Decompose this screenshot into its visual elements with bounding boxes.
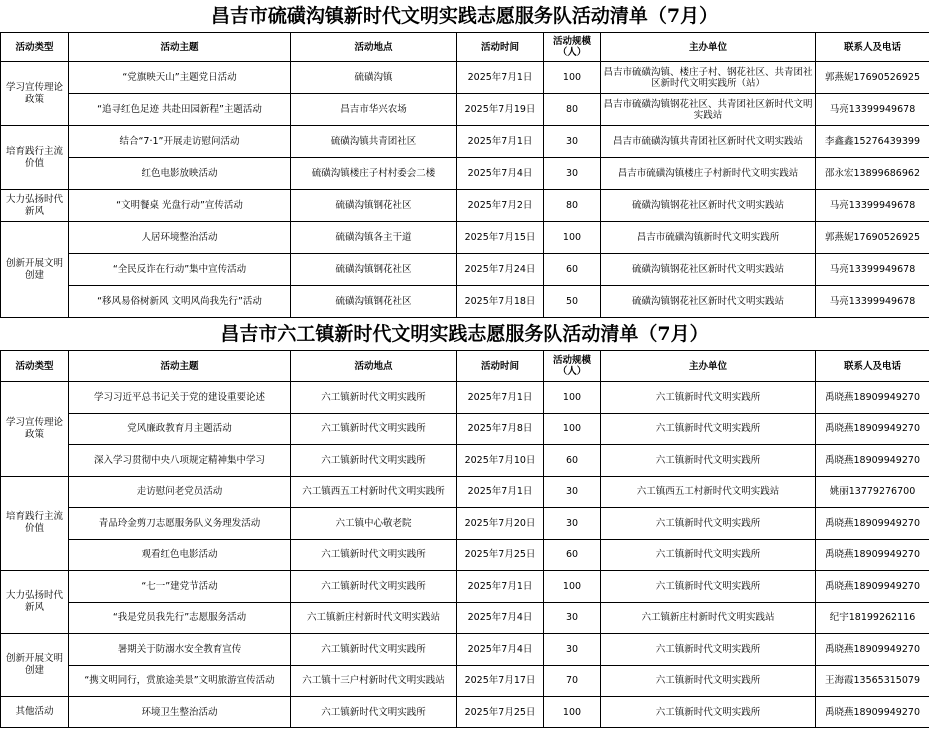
activity-place-cell: 六工镇西五工村新时代文明实践所 — [291, 476, 457, 508]
activity-place-cell: 六工镇新时代文明实践所 — [291, 382, 457, 414]
table-row — [1, 190, 929, 222]
activity-time-cell: 2025年7月4日 — [457, 634, 544, 666]
activity-time-cell: 2025年7月1日 — [457, 476, 544, 508]
contact-cell: 禹晓燕18909949270 — [816, 445, 929, 477]
activity-time-cell: 2025年7月18日 — [457, 286, 544, 318]
contact-cell: 李鑫鑫15276439399 — [816, 126, 929, 158]
activity-place-cell: 六工镇中心敬老院 — [291, 508, 457, 540]
header-time: 活动时间 — [457, 33, 544, 62]
table1-body — [1, 62, 929, 318]
table-row — [1, 158, 929, 190]
organizer-cell: 六工镇新时代文明实践所 — [601, 539, 816, 571]
contact-cell: 姚丽13779276700 — [816, 476, 929, 508]
contact-cell: 马亮13399949678 — [816, 254, 929, 286]
activity-theme-cell: 红色电影放映活动 — [69, 158, 291, 190]
activity-size-cell: 30 — [544, 126, 601, 158]
activity-theme-cell: 深入学习贯彻中央八项规定精神集中学习 — [69, 445, 291, 477]
organizer-cell: 六工镇新时代文明实践所 — [601, 382, 816, 414]
activity-place-cell: 硫磺沟镇各主干道 — [291, 222, 457, 254]
activity-theme-cell: 暑期关于防溺水安全教育宣传 — [69, 634, 291, 666]
activity-theme-cell: 观看红色电影活动 — [69, 539, 291, 571]
activity-type-cell: 培育践行主流价值 — [1, 126, 69, 190]
activity-place-cell: 六工镇新时代文明实践所 — [291, 571, 457, 603]
table-row — [1, 634, 929, 666]
activity-size-cell: 100 — [544, 697, 601, 728]
table-row — [1, 126, 929, 158]
table-row — [1, 94, 929, 126]
activity-size-cell: 100 — [544, 413, 601, 445]
table-row — [1, 254, 929, 286]
contact-cell: 纪宇18199262116 — [816, 602, 929, 634]
header-type: 活动类型 — [1, 351, 69, 382]
table-row — [1, 571, 929, 603]
organizer-cell: 昌吉市硫磺沟镇共青团社区新时代文明实践站 — [601, 126, 816, 158]
organizer-cell: 六工镇新时代文明实践所 — [601, 413, 816, 445]
activity-place-cell: 硫磺沟镇钢花社区 — [291, 286, 457, 318]
table1-title: 昌吉市硫磺沟镇新时代文明实践志愿服务队活动清单（7月） — [210, 5, 719, 27]
contact-cell: 邵永宏13899686962 — [816, 158, 929, 190]
contact-cell: 禹晓燕18909949270 — [816, 539, 929, 571]
activity-theme-cell: 学习习近平总书记关于党的建设重要论述 — [69, 382, 291, 414]
header-org: 主办单位 — [601, 33, 816, 62]
table1-header-row — [1, 33, 929, 62]
table-row — [1, 602, 929, 634]
table-row — [1, 665, 929, 697]
table-row — [1, 222, 929, 254]
table-row — [1, 382, 929, 414]
activity-time-cell: 2025年7月19日 — [457, 94, 544, 126]
activity-size-cell: 30 — [544, 602, 601, 634]
activity-size-cell: 70 — [544, 665, 601, 697]
organizer-cell: 昌吉市硫磺沟镇钢花社区、共青团社区新时代文明实践站 — [601, 94, 816, 126]
activity-theme-cell: 青品玲金剪刀志愿服务队义务理发活动 — [69, 508, 291, 540]
activity-time-cell: 2025年7月20日 — [457, 508, 544, 540]
table-row — [1, 62, 929, 94]
activity-type-cell: 大力弘扬时代新风 — [1, 190, 69, 222]
organizer-cell: 六工镇新时代文明实践所 — [601, 634, 816, 666]
activity-time-cell: 2025年7月15日 — [457, 222, 544, 254]
activity-size-cell: 100 — [544, 62, 601, 94]
activity-place-cell: 硫磺沟镇钢花社区 — [291, 254, 457, 286]
organizer-cell: 昌吉市硫磺沟镇、楼庄子村、钢花社区、共青团社区新时代文明实践所（站） — [601, 62, 816, 94]
organizer-cell: 六工镇新时代文明实践所 — [601, 445, 816, 477]
activity-theme-cell: 走访慰问老党员活动 — [69, 476, 291, 508]
activity-type-cell: 创新开展文明创建 — [1, 222, 69, 318]
activity-time-cell: 2025年7月8日 — [457, 413, 544, 445]
activity-time-cell: 2025年7月1日 — [457, 62, 544, 94]
activity-place-cell: 昌吉市华兴农场 — [291, 94, 457, 126]
table-row — [1, 286, 929, 318]
activity-theme-cell: “追寻红色足迹 共赴田园新程”主题活动 — [69, 94, 291, 126]
header-contact: 联系人及电话 — [816, 33, 929, 62]
header-place: 活动地点 — [291, 351, 457, 382]
activity-time-cell: 2025年7月17日 — [457, 665, 544, 697]
organizer-cell: 六工镇新庄村新时代文明实践站 — [601, 602, 816, 634]
activity-place-cell: 硫磺沟镇 — [291, 62, 457, 94]
activity-time-cell: 2025年7月4日 — [457, 158, 544, 190]
activity-size-cell: 30 — [544, 508, 601, 540]
activity-type-cell: 学习宣传理论政策 — [1, 62, 69, 126]
table-row — [1, 508, 929, 540]
activity-theme-cell: “文明餐桌 光盘行动”宣传活动 — [69, 190, 291, 222]
contact-cell: 禹晓燕18909949270 — [816, 697, 929, 728]
activity-place-cell: 六工镇十三户村新时代文明实践站 — [291, 665, 457, 697]
contact-cell: 马亮13399949678 — [816, 286, 929, 318]
activity-size-cell: 30 — [544, 634, 601, 666]
header-theme: 活动主题 — [69, 33, 291, 62]
activity-place-cell: 六工镇新庄村新时代文明实践站 — [291, 602, 457, 634]
contact-cell: 马亮13399949678 — [816, 94, 929, 126]
header-org: 主办单位 — [601, 351, 816, 382]
activity-theme-cell: 党风廉政教育月主题活动 — [69, 413, 291, 445]
activity-place-cell: 硫磺沟镇钢花社区 — [291, 190, 457, 222]
activity-type-cell: 学习宣传理论政策 — [1, 382, 69, 477]
activity-size-cell: 60 — [544, 539, 601, 571]
activity-theme-cell: 人居环境整治活动 — [69, 222, 291, 254]
activity-place-cell: 六工镇新时代文明实践所 — [291, 634, 457, 666]
activity-time-cell: 2025年7月1日 — [457, 382, 544, 414]
table2-title: 昌吉市六工镇新时代文明实践志愿服务队活动清单（7月） — [220, 323, 709, 345]
activity-theme-cell: 环境卫生整治活动 — [69, 697, 291, 728]
contact-cell: 禹晓燕18909949270 — [816, 571, 929, 603]
table2-body — [1, 382, 929, 728]
contact-cell: 禹晓燕18909949270 — [816, 413, 929, 445]
activity-size-cell: 50 — [544, 286, 601, 318]
activity-size-cell: 30 — [544, 476, 601, 508]
activity-theme-cell: “七一”建党节活动 — [69, 571, 291, 603]
activity-type-cell: 其他活动 — [1, 697, 69, 728]
organizer-cell: 硫磺沟镇钢花社区新时代文明实践站 — [601, 286, 816, 318]
header-place: 活动地点 — [291, 33, 457, 62]
organizer-cell: 六工镇新时代文明实践所 — [601, 571, 816, 603]
contact-cell: 禹晓燕18909949270 — [816, 634, 929, 666]
activity-theme-cell: “党旗映天山”主题党日活动 — [69, 62, 291, 94]
activity-time-cell: 2025年7月1日 — [457, 126, 544, 158]
activity-theme-cell: “携文明同行，赏旅途美景”文明旅游宣传活动 — [69, 665, 291, 697]
activity-theme-cell: “我是党员我先行”志愿服务活动 — [69, 602, 291, 634]
activity-time-cell: 2025年7月4日 — [457, 602, 544, 634]
header-contact: 联系人及电话 — [816, 351, 929, 382]
activity-size-cell: 80 — [544, 94, 601, 126]
activity-size-cell: 100 — [544, 382, 601, 414]
activity-place-cell: 硫磺沟镇楼庄子村村委会二楼 — [291, 158, 457, 190]
activity-size-cell: 60 — [544, 445, 601, 477]
table2-header-row — [1, 351, 929, 382]
organizer-cell: 昌吉市硫磺沟镇新时代文明实践所 — [601, 222, 816, 254]
table-row — [1, 697, 929, 728]
activity-size-cell: 60 — [544, 254, 601, 286]
table1 — [0, 32, 929, 318]
table-row — [1, 539, 929, 571]
organizer-cell: 六工镇西五工村新时代文明实践站 — [601, 476, 816, 508]
activity-theme-cell: 结合“7·1”开展走访慰问活动 — [69, 126, 291, 158]
contact-cell: 禹晓燕18909949270 — [816, 382, 929, 414]
table2 — [0, 350, 929, 728]
header-theme: 活动主题 — [69, 351, 291, 382]
header-size: 活动规模（人） — [544, 33, 601, 62]
activity-type-cell: 大力弘扬时代新风 — [1, 571, 69, 634]
activity-time-cell: 2025年7月24日 — [457, 254, 544, 286]
activity-time-cell: 2025年7月2日 — [457, 190, 544, 222]
organizer-cell: 六工镇新时代文明实践所 — [601, 508, 816, 540]
activity-time-cell: 2025年7月25日 — [457, 539, 544, 571]
table-row — [1, 476, 929, 508]
organizer-cell: 硫磺沟镇钢花社区新时代文明实践站 — [601, 254, 816, 286]
contact-cell: 郭燕妮17690526925 — [816, 222, 929, 254]
contact-cell: 禹晓燕18909949270 — [816, 508, 929, 540]
table-row — [1, 445, 929, 477]
header-time: 活动时间 — [457, 351, 544, 382]
activity-place-cell: 六工镇新时代文明实践所 — [291, 413, 457, 445]
activity-size-cell: 100 — [544, 571, 601, 603]
organizer-cell: 硫磺沟镇钢花社区新时代文明实践站 — [601, 190, 816, 222]
activity-place-cell: 六工镇新时代文明实践所 — [291, 697, 457, 728]
activity-time-cell: 2025年7月10日 — [457, 445, 544, 477]
organizer-cell: 六工镇新时代文明实践所 — [601, 665, 816, 697]
header-size: 活动规模（人） — [544, 351, 601, 382]
activity-size-cell: 80 — [544, 190, 601, 222]
contact-cell: 郭燕妮17690526925 — [816, 62, 929, 94]
activity-type-cell: 培育践行主流价值 — [1, 476, 69, 571]
activity-type-cell: 创新开展文明创建 — [1, 634, 69, 697]
table-row — [1, 413, 929, 445]
contact-cell: 马亮13399949678 — [816, 190, 929, 222]
header-type: 活动类型 — [1, 33, 69, 62]
activity-place-cell: 六工镇新时代文明实践所 — [291, 539, 457, 571]
activity-place-cell: 六工镇新时代文明实践所 — [291, 445, 457, 477]
contact-cell: 王海霞13565315079 — [816, 665, 929, 697]
activity-size-cell: 100 — [544, 222, 601, 254]
activity-size-cell: 30 — [544, 158, 601, 190]
activity-time-cell: 2025年7月1日 — [457, 571, 544, 603]
activity-place-cell: 硫磺沟镇共青团社区 — [291, 126, 457, 158]
activity-time-cell: 2025年7月25日 — [457, 697, 544, 728]
organizer-cell: 六工镇新时代文明实践所 — [601, 697, 816, 728]
organizer-cell: 昌吉市硫磺沟镇楼庄子村新时代文明实践站 — [601, 158, 816, 190]
activity-theme-cell: “移风易俗树新风 文明风尚我先行”活动 — [69, 286, 291, 318]
activity-theme-cell: “全民反诈在行动”集中宣传活动 — [69, 254, 291, 286]
